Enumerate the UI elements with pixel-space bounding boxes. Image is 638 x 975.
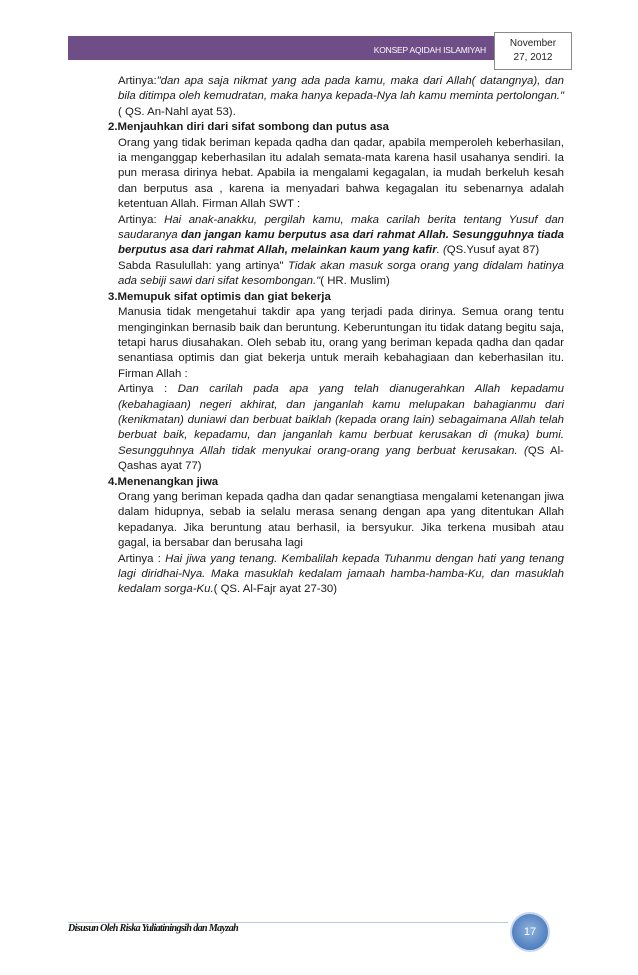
paragraph-section-4: Orang yang beriman kepada qadha dan qadar senangtiasa mengalami ketenangan jiwa dalam hidupnya, sebab ia selalu merasa senang dengan apa yang ditentukan Allah kepadanya. Jika beruntung atau berhasil, ia bersyukur. Jika terkena musibah atau gagal, ia bersabar dan berusaha lagi	[118, 490, 564, 550]
section-heading-2: 2.Menjauhkan diri dari sifat sombong dan putus asa	[108, 121, 390, 134]
quote-ref: QS Al- Qashas ayat 77)	[118, 444, 564, 473]
quote-text: Hai jiwa yang tenang. Kembalilah kepada Tuhanmu dengan hati yang tenang lagi diridhai-Nya. Maka masuklah kedalam jamaah hamba-hamba-Ku, dan masuklah kedalam sorga-Ku.	[118, 552, 564, 596]
paragraph-nahl	[108, 74, 564, 120]
header-date	[494, 32, 572, 70]
artinya-label: Artinya :	[118, 383, 178, 396]
paragraph-qashas	[108, 382, 564, 474]
header-bar	[68, 36, 494, 60]
artinya-label: Artinya:	[118, 213, 165, 226]
paragraph-section-2: Orang yang tidak beriman kepada qadha dan qadar, apabila memperoleh keberhasilan, ia menganggap keberhasilan itu adalah semata-mata karena hasil usahanya sendiri. Ia pun merasa dirinya hebat. Apabila ia mengalami kegagalan, ia mudah berkeluh kesah dan berputus asa , karena ia menyadari bahwa kegagalan itu sebenarnya adalah ketentuan Allah. Firman Allah SWT :	[118, 136, 564, 211]
quote-text: Dan carilah pada apa yang telah dianugerahkan Allah kepadamu (kebahagiaan) negeri akhirat, dan janganlah kamu melupakan bahagianmu dari (kenikmatan) duniawi dan berbuat baiklah (kepada orang lain) sebagaimana Allah telah berbuat baik, kepadamu, dan janganlah kamu berbuat kerusakan di (muka) bumi. Sesungguhnya Allah tidak menyukai orang-orang yang berbuat kerusakan. (	[118, 383, 564, 457]
quote-text: Hai anak-anakku, pergilah kamu, maka carilah berita tentang Yusuf dan saudaranya	[118, 213, 565, 242]
header-title: KONSEP AQIDAH ISLAMIYAH	[373, 45, 486, 55]
page-number-badge	[510, 912, 550, 952]
header-date-line2: 27, 2012	[513, 52, 553, 63]
page-number: 17	[523, 926, 537, 938]
footer-author: Disusun Oleh Riska Yuliatiningsih dan Mayzah	[68, 923, 239, 934]
paragraph-yusuf	[108, 213, 564, 259]
quote-ref: ( QS. An-Nahl ayat 53).	[118, 105, 236, 118]
section-heading-3: 3.Memupuk sifat optimis dan giat bekerja	[108, 290, 331, 303]
quote-ref: ( HR. Muslim)	[320, 275, 390, 288]
paragraph-sabda	[108, 259, 564, 290]
section-heading-4: 4.Menenangkan jiwa	[108, 475, 219, 488]
paragraph-section-3: Manusia tidak mengetahui takdir apa yang terjadi pada dirinya. Semua orang tentu menginginkan bernasib baik dan beruntung. Keberuntungan itu tidak datang begitu saja, tetapi harus diusahakan. Oleh sebab itu, orang yang beriman kepada qadha dan qadar senantiasa optimis dan giat bekerja untuk meraih kebahagiaan dan keberhasilan itu. Firman Allah :	[118, 306, 564, 380]
document-body	[108, 74, 564, 598]
paragraph-fajr	[108, 552, 564, 598]
quote-ref: ( QS. Al-Fajr ayat 27-30)	[213, 583, 338, 596]
artinya-label: Artinya :	[118, 552, 166, 565]
sabda-label: Sabda Rasulullah: yang artinya"	[118, 259, 288, 272]
quote-text: "dan apa saja nikmat yang ada pada kamu, maka dari Allah( datangnya), dan bila ditimpa oleh kemudratan, maka hanya kepada-Nya lah kamu meminta pertolongan."	[118, 75, 564, 103]
artinya-label: Artinya:	[118, 75, 157, 87]
quote-text: Tidak akan masuk sorga orang yang didalam hatinya ada sebiji sawi dari sifat kesombongan."	[118, 259, 564, 288]
quote-end: . (	[436, 244, 447, 257]
header-date-line1: November	[509, 38, 557, 49]
quote-bold-text: dan jangan kamu berputus asa dari rahmat Allah. Sesungguhnya tiada berputus asa dari rahmat Allah, melainkan kaum yang kafir	[118, 229, 564, 257]
quote-ref: QS.Yusuf ayat 87)	[446, 244, 540, 257]
